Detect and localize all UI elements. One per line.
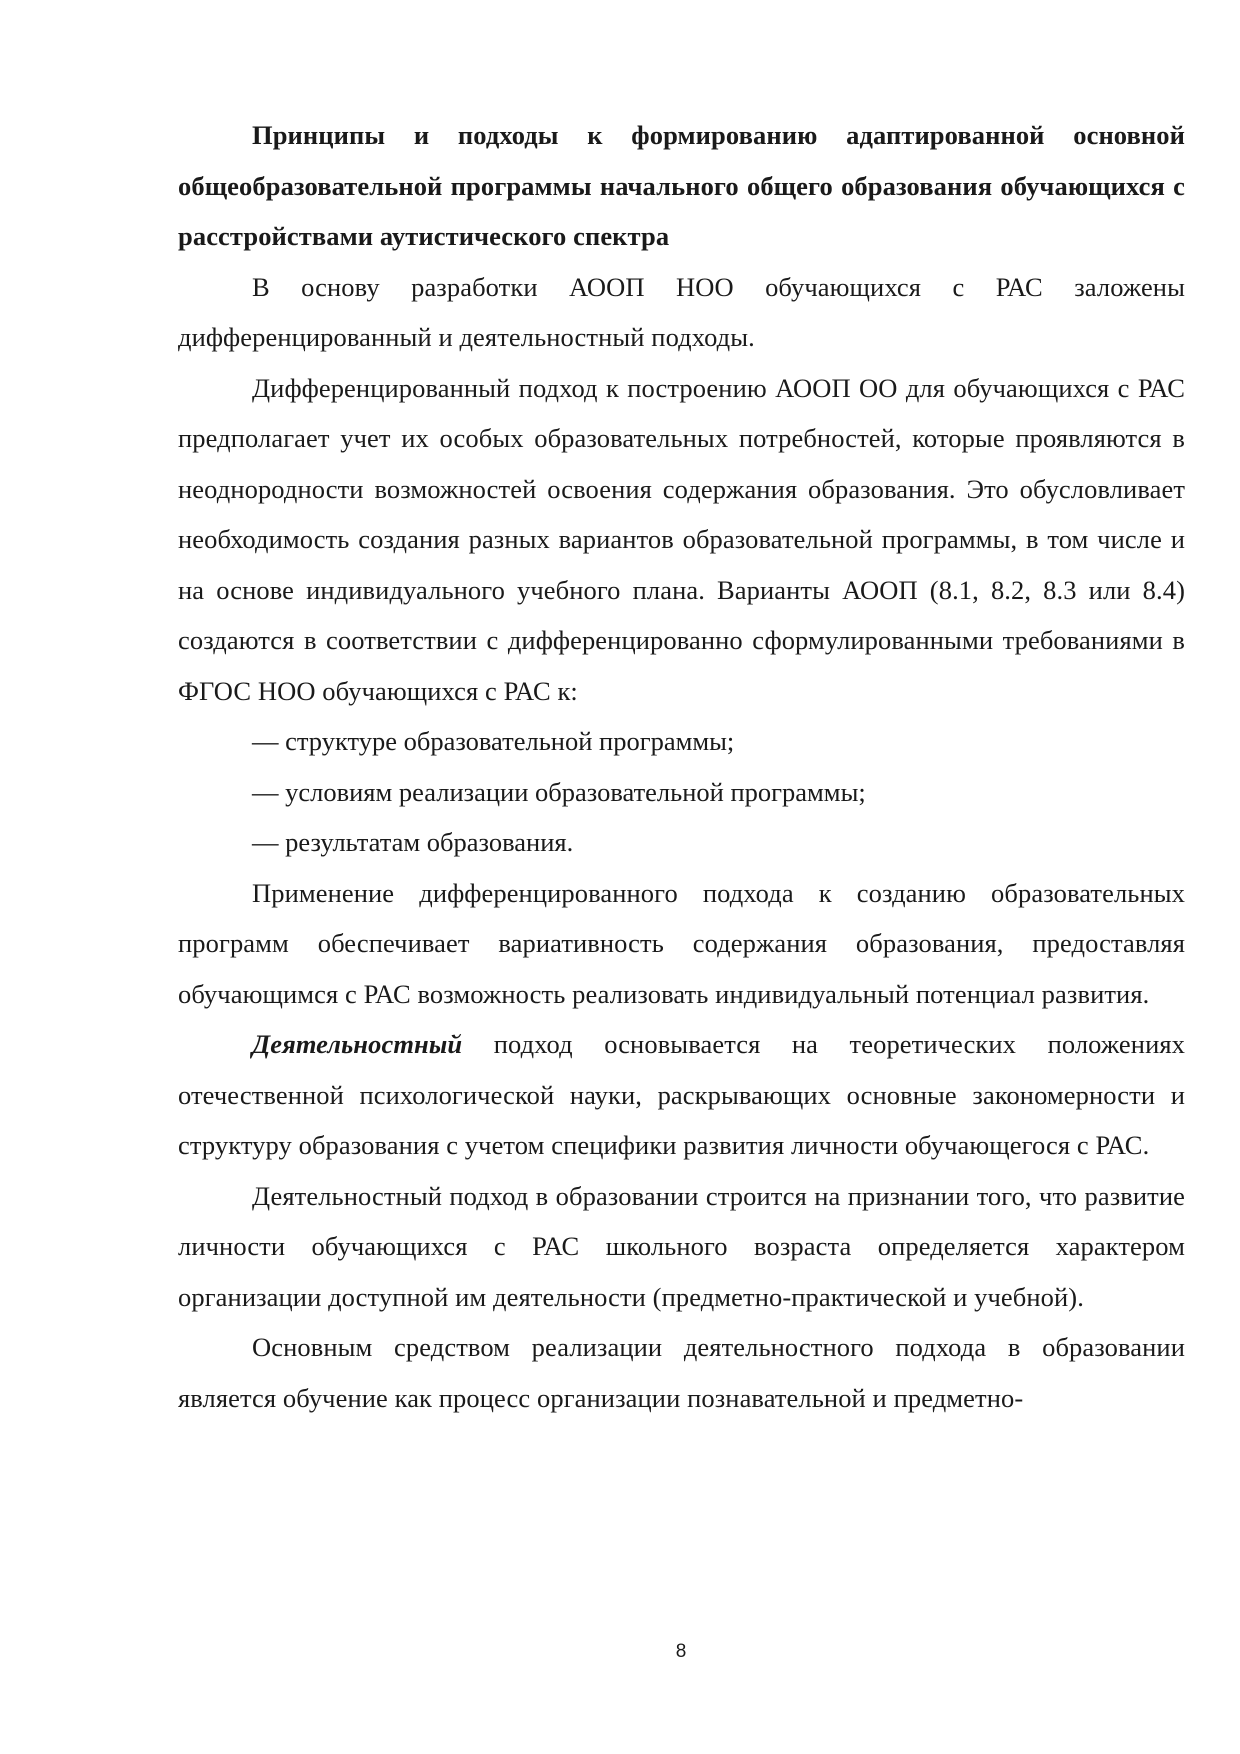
list-item-conditions: — условиям реализации образовательной программы;	[252, 776, 866, 807]
paragraph-activity-recognition: Деятельностный подход в образовании строится на признании того, что развитие личности обучающихся с РАС школьного возраста определяется характером организации доступной им деятельности (предметно-практической и учебной).	[178, 1180, 1185, 1312]
list-item-structure: — структуре образовательной программы;	[252, 726, 735, 756]
emphasized-term: Деятельностный	[252, 1029, 463, 1059]
paragraph-application: Применение дифференцированного подхода к созданию образовательных программ обеспечивает вариативность содержания образования, предоставляя обучающимся с РАС возможность реализовать индивидуальный потенциал развития.	[178, 877, 1185, 1009]
paragraph-activity-approach	[178, 1019, 1185, 1171]
document-page	[178, 110, 1185, 1423]
paragraph-differentiated-approach: Дифференцированный подход к построению АООП ОО для обучающихся с РАС предполагает учет их особых образовательных потребностей, которые проявляются в неоднородности возможностей освоения содержания образования. Это обусловливает необходимость создания разных вариантов образовательной программы, в том числе и на основе индивидуального учебного плана. Варианты АООП (8.1, 8.2, 8.3 или 8.4) создаются в соответствии с дифференцированно сформулированными требованиями в ФГОС НОО обучающихся с РАС к:	[178, 372, 1185, 706]
list-item-results: — результатам образования.	[252, 827, 574, 857]
paragraph-main-means: Основным средством реализации деятельностного подхода в образовании является обучение как процесс организации познавательной и предметно-	[178, 1332, 1185, 1413]
paragraph-basis: В основу разработки АООП НОО обучающихся с РАС заложены дифференцированный и деятельностный подходы.	[178, 271, 1185, 352]
section-heading: Принципы и подходы к формированию адаптированной основной общеобразовательной программы начального общего образования обучающихся с расстройствами аутистического спектра	[178, 120, 1185, 251]
paragraph-activity-approach-text: подход основывается на теоретических положениях отечественной психологической науки, раскрывающих основные закономерности и структуру образования с учетом специфики развития личности обучающегося с РАС.	[178, 1029, 1185, 1160]
page-number: 8	[675, 1641, 687, 1662]
